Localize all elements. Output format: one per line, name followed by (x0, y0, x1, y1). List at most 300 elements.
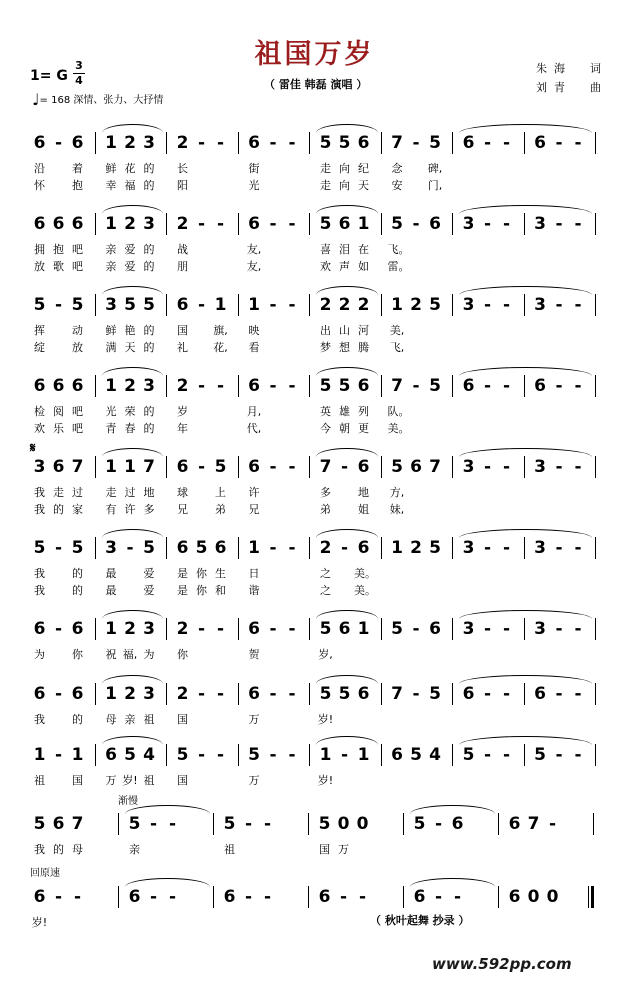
note: 5 (223, 814, 236, 834)
measure (388, 618, 445, 640)
lyric-syllable: 鲜 (105, 324, 117, 337)
note: 6 (357, 684, 370, 704)
site-watermark[interactable]: www.592pp.com (432, 955, 572, 973)
lyric-syllable: 福 (124, 179, 136, 192)
note: 5 (319, 133, 332, 153)
note: 6 (318, 887, 331, 907)
slur (316, 286, 378, 295)
lyric-syllable: 的 (72, 584, 83, 597)
note: 6 (534, 684, 546, 704)
barline (452, 537, 453, 559)
measure-notes (316, 294, 373, 316)
lyric-syllable: 的 (53, 503, 64, 516)
measure (245, 456, 302, 478)
lyric-syllable: 美。 (354, 584, 376, 597)
lyric-syllable: 英 (320, 405, 331, 418)
lyric-syllable: 生 (215, 567, 226, 580)
note: 6 (33, 887, 46, 907)
measure (388, 294, 445, 316)
dash-note: - (502, 214, 511, 234)
note: 5 (71, 538, 84, 558)
lyric-syllable: 贺 (248, 648, 260, 661)
dash-note: - (483, 376, 492, 396)
note: 6 (508, 814, 521, 834)
lyric-syllable: 着 (72, 162, 83, 175)
measure (388, 132, 445, 154)
lyric-syllable: 看 (248, 341, 260, 354)
barline (309, 744, 310, 766)
slur (316, 448, 378, 457)
barline (452, 618, 453, 640)
barline (524, 456, 525, 478)
lyric-syllable: 国 (319, 843, 330, 856)
dash-note: - (555, 133, 563, 153)
dash-note: - (216, 745, 225, 765)
note: 1 (391, 295, 403, 315)
barline (524, 375, 525, 397)
note: 5 (176, 745, 189, 765)
note: 7 (391, 133, 403, 153)
dash-note: - (54, 133, 63, 153)
barline (498, 886, 499, 908)
note: 6 (176, 457, 189, 477)
note: 7 (71, 814, 84, 834)
measure-notes (102, 456, 159, 478)
measure (459, 132, 516, 154)
barline (381, 213, 382, 235)
tempo-text: = 168 深情、张力、大抒情 (39, 95, 164, 106)
lyric-syllable: 沿 (34, 162, 45, 175)
barline (309, 294, 310, 316)
barline (381, 744, 382, 766)
barline (95, 683, 96, 705)
measure (102, 132, 159, 154)
measure (102, 618, 159, 640)
lyric-syllable: 福, (122, 648, 138, 661)
measure-notes (410, 886, 467, 908)
note: 6 (176, 295, 189, 315)
measure-notes (388, 294, 445, 316)
score-row (0, 683, 629, 743)
dash-note: - (574, 538, 582, 558)
note: 3 (105, 538, 117, 558)
note: 7 (319, 457, 332, 477)
note: 3 (143, 133, 155, 153)
note: 5 (71, 295, 84, 315)
measure (173, 375, 230, 397)
lyric-syllable: 的 (143, 243, 155, 256)
measure-notes (459, 618, 516, 640)
measure-notes (102, 618, 159, 640)
lyric-syllable: 向 (339, 179, 350, 192)
lyric-syllable: 日 (248, 567, 260, 580)
lyric-syllable: 的 (143, 162, 155, 175)
dash-note: - (574, 457, 582, 477)
measure-notes (459, 294, 516, 316)
note: 2 (176, 376, 189, 396)
barline (238, 294, 239, 316)
lyric-syllable: 我 (34, 486, 45, 499)
measure-notes (316, 375, 373, 397)
lyric-syllable: 月, (246, 405, 262, 418)
note: 5 (391, 214, 403, 234)
dash-note: - (574, 376, 582, 396)
dash-note: - (244, 887, 253, 907)
note: 6 (357, 538, 370, 558)
measure (30, 132, 87, 154)
singers-credit: （ 雷佳 韩磊 演唱 ） (264, 78, 368, 91)
note: 1 (105, 214, 117, 234)
barline (524, 744, 525, 766)
barline (166, 683, 167, 705)
measure (125, 813, 182, 835)
lyric-syllable: 战 (177, 243, 188, 256)
note: 5 (214, 457, 227, 477)
measure (459, 375, 516, 397)
dash-note: - (197, 133, 206, 153)
slur (102, 205, 164, 214)
dash-note: - (54, 295, 63, 315)
measure (316, 213, 373, 235)
measure (459, 456, 516, 478)
dash-note: - (434, 814, 443, 834)
measure (316, 375, 373, 397)
measure-notes (388, 456, 445, 478)
measure (30, 683, 87, 705)
dash-note: - (288, 457, 296, 477)
measure-notes (173, 132, 230, 154)
lyric-syllable: 为 (34, 648, 45, 661)
slur (459, 610, 592, 619)
note: 6 (71, 133, 84, 153)
barline (595, 744, 596, 766)
dash-note: - (574, 133, 582, 153)
note: 1 (357, 619, 370, 639)
measure (173, 683, 230, 705)
measure (30, 537, 87, 559)
dash-note: - (54, 887, 63, 907)
barline (593, 813, 594, 835)
measure-notes (173, 537, 230, 559)
note: 1 (105, 684, 117, 704)
note: 5 (410, 745, 422, 765)
barline (498, 813, 499, 835)
note: 6 (33, 376, 46, 396)
note: 6 (33, 684, 46, 704)
lyric-syllable: 荣 (124, 405, 136, 418)
dash-note: - (288, 538, 296, 558)
note: 6 (176, 538, 189, 558)
dash-note: - (502, 745, 511, 765)
measure-notes (30, 537, 87, 559)
note: 1 (214, 295, 227, 315)
lyric-syllable: 代, (246, 422, 262, 435)
note: 6 (248, 684, 260, 704)
slur (459, 529, 592, 538)
measure (30, 456, 87, 478)
slur (459, 205, 592, 214)
dash-note: - (483, 745, 492, 765)
measure-notes (102, 213, 159, 235)
dash-note: - (483, 538, 492, 558)
dash-note: - (502, 538, 511, 558)
barline (381, 683, 382, 705)
measure (102, 744, 159, 766)
measure (315, 813, 372, 835)
note: 6 (128, 887, 141, 907)
lyric-syllable: 怀 (34, 179, 45, 192)
slur (459, 124, 592, 133)
measure-notes (30, 213, 87, 235)
measure (245, 294, 302, 316)
barline (309, 213, 310, 235)
lyric-syllable: 母 (72, 843, 83, 856)
lyric-syllable: 有 (105, 503, 117, 516)
measure (315, 886, 372, 908)
measure (245, 537, 302, 559)
dash-note: - (263, 814, 272, 834)
lyric-syllable: 国 (177, 713, 188, 726)
dash-note: - (216, 133, 225, 153)
dash-note: - (269, 745, 277, 765)
note: 6 (52, 814, 65, 834)
dash-note: - (483, 133, 492, 153)
measure-notes (30, 886, 87, 908)
barline (309, 618, 310, 640)
time-sig-top: 3 (75, 59, 83, 72)
lyric-syllable: 谐 (248, 584, 260, 597)
barline (595, 213, 596, 235)
note: 5 (391, 457, 403, 477)
dash-note: - (216, 684, 225, 704)
measure (316, 744, 373, 766)
note: 3 (534, 295, 546, 315)
dash-note: - (483, 619, 492, 639)
score-row (0, 132, 629, 192)
note: 6 (223, 887, 236, 907)
note: 6 (534, 133, 546, 153)
note: 5 (338, 684, 351, 704)
measure-notes (245, 294, 302, 316)
lyric-syllable: 过 (72, 486, 83, 499)
dash-note: - (197, 214, 206, 234)
measure-notes (30, 132, 87, 154)
time-sig-bottom: 4 (75, 74, 83, 87)
barline (381, 375, 382, 397)
measure-notes (30, 744, 87, 766)
barline (95, 618, 96, 640)
note: 7 (391, 684, 403, 704)
dash-note: - (548, 814, 557, 834)
barline (309, 683, 310, 705)
measure (459, 683, 516, 705)
measure-notes (245, 683, 302, 705)
lyric-syllable: 最 (105, 567, 117, 580)
barline (595, 294, 596, 316)
lyric-syllable: 在 (358, 243, 369, 256)
lyric-syllable: 我 (34, 584, 45, 597)
lyric-syllable: 的 (143, 179, 155, 192)
measure (102, 294, 159, 316)
lyric-syllable: 祖 (143, 774, 155, 787)
measure-notes (388, 618, 445, 640)
barline (238, 618, 239, 640)
barline (309, 132, 310, 154)
lyric-syllable: 飞, (389, 341, 405, 354)
barline (309, 537, 310, 559)
note: 5 (319, 619, 332, 639)
measure-notes (315, 886, 372, 908)
lyric-syllable: 过 (124, 486, 136, 499)
barline (238, 456, 239, 478)
note: 3 (462, 538, 475, 558)
measure-notes (173, 618, 230, 640)
measure-notes (531, 683, 588, 705)
barline (452, 375, 453, 397)
note: 1 (105, 457, 117, 477)
note: 5 (319, 684, 332, 704)
lyric-syllable: 我 (34, 843, 45, 856)
dash-note: - (340, 538, 349, 558)
measure-notes (173, 744, 230, 766)
measure-notes (388, 375, 445, 397)
measure-notes (173, 213, 230, 235)
note: 2 (124, 619, 136, 639)
lyric-syllable: 为 (143, 648, 155, 661)
note: 1 (248, 538, 260, 558)
note: 6 (248, 619, 260, 639)
lyric-syllable: 动 (72, 324, 83, 337)
note: 2 (124, 133, 136, 153)
dash-note: - (502, 457, 511, 477)
measure-notes (459, 456, 516, 478)
dash-note: - (574, 214, 582, 234)
lyric-syllable: 纪 (358, 162, 369, 175)
lyric-syllable: 天 (358, 179, 369, 192)
lyric-syllable: 地 (358, 486, 369, 499)
lyric-syllable: 爱 (124, 260, 136, 273)
note: 5 (338, 133, 351, 153)
barline (452, 294, 453, 316)
dash-note: - (288, 684, 296, 704)
dash-note: - (197, 745, 206, 765)
note: 5 (462, 745, 475, 765)
dash-note: - (269, 295, 277, 315)
lyric-syllable: 万 (248, 774, 260, 787)
lyric-syllable: 美, (389, 324, 405, 337)
dash-note: - (269, 684, 277, 704)
note: 5 (195, 538, 208, 558)
time-signature (72, 60, 86, 87)
lyric-syllable: 阳 (177, 179, 188, 192)
dash-note: - (358, 887, 367, 907)
barline (95, 213, 96, 235)
note: 1 (391, 538, 403, 558)
note: 5 (319, 376, 332, 396)
slur (410, 805, 495, 814)
measure-notes (220, 813, 277, 835)
dash-note: - (269, 538, 277, 558)
measure-notes (531, 618, 588, 640)
measure (388, 744, 445, 766)
note: 2 (176, 133, 189, 153)
measure (316, 294, 373, 316)
lyric-syllable: 梦 (320, 341, 331, 354)
note: 6 (338, 214, 351, 234)
dash-note: - (263, 887, 272, 907)
score-row (0, 213, 629, 273)
measure (245, 132, 302, 154)
measure (30, 744, 87, 766)
dash-note: - (502, 376, 511, 396)
note: 5 (429, 538, 441, 558)
lyric-syllable: 万 (338, 843, 349, 856)
measure-notes (505, 813, 562, 835)
note: 3 (534, 457, 546, 477)
measure (245, 375, 302, 397)
note: 3 (143, 214, 155, 234)
dash-note: - (126, 538, 134, 558)
barline (381, 537, 382, 559)
dash-note: - (73, 887, 82, 907)
note: 5 (429, 295, 441, 315)
lyric-syllable: 弟 (215, 503, 226, 516)
lyric-syllable: 绽 (34, 341, 45, 354)
slur (316, 529, 378, 538)
barline (309, 456, 310, 478)
measure-notes (30, 618, 87, 640)
barline (238, 375, 239, 397)
barline (452, 744, 453, 766)
dash-note: - (555, 214, 563, 234)
lyric-syllable: 亲 (105, 260, 117, 273)
measure-notes (316, 132, 373, 154)
measure-notes (316, 456, 373, 478)
key-signature: 1= G (30, 68, 68, 84)
barline (381, 294, 382, 316)
lyric-syllable: 长 (177, 162, 188, 175)
measure-notes (102, 294, 159, 316)
lyric-syllable: 方, (389, 486, 405, 499)
note: 7 (391, 376, 403, 396)
lyric-syllable: 放 (72, 341, 83, 354)
lyric-syllable: 岁! (317, 774, 334, 787)
measure (173, 456, 230, 478)
note: 4 (429, 745, 441, 765)
measure (531, 537, 588, 559)
barline (524, 213, 525, 235)
dash-note: - (269, 376, 277, 396)
barline (95, 132, 96, 154)
score-row (0, 886, 629, 946)
lyric-syllable: 岁, (318, 648, 333, 661)
slur (316, 205, 378, 214)
lyric-syllable: 岁! (31, 916, 48, 929)
slur (316, 610, 378, 619)
measure-notes (315, 813, 372, 835)
measure (531, 618, 588, 640)
lyric-syllable: 艳 (124, 324, 136, 337)
measure (102, 375, 159, 397)
note: 6 (52, 214, 65, 234)
barline (95, 537, 96, 559)
note: 6 (357, 133, 370, 153)
dash-note: - (453, 887, 462, 907)
lyric-syllable: 爱 (143, 567, 155, 580)
barline (166, 213, 167, 235)
lyric-syllable: 泪 (339, 243, 350, 256)
lyric-syllable: 花 (124, 162, 136, 175)
